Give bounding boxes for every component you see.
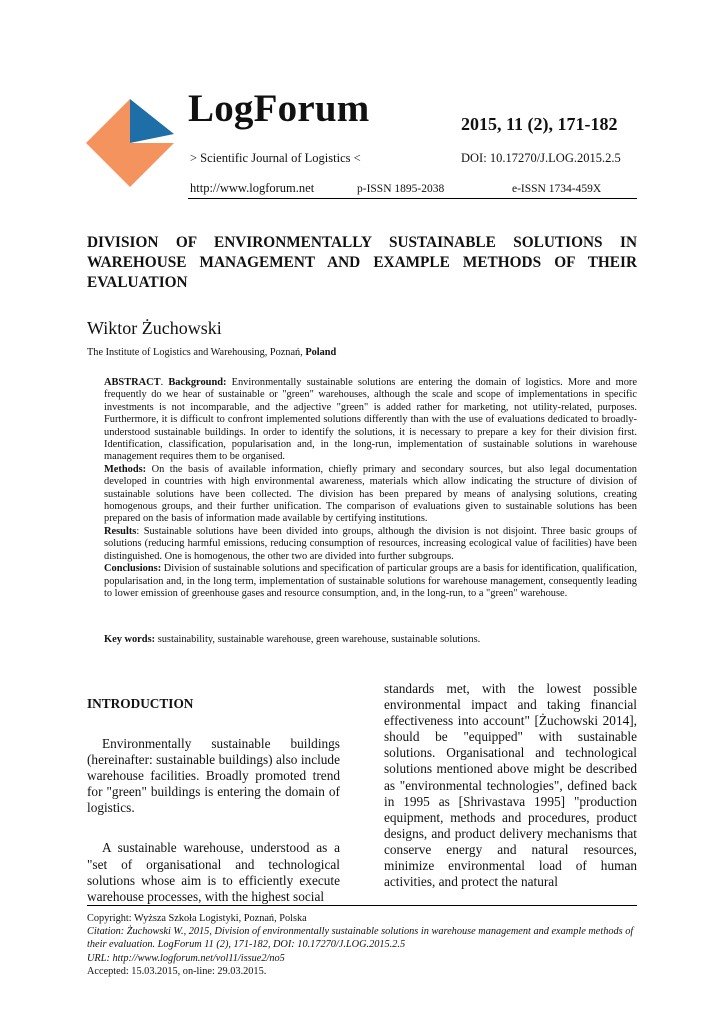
background-text: Environmentally sustainable solutions are entering the domain of logistics. More and more frequently do we hear of sustainable or "green" warehouses, although the scale and scope of implementations in specific investments is not incomparable, and the adjective "green" is added rather for marketing, not utility-related, purposes. Furthermore, it is difficult to confront implemented solutions differently than with the use of evaluations dedicated to broadly-understood sustainable buildings. In order to identify the solutions, it is necessary to prepare a key for their division first. Identification, classification, popularisation and, in the long-run, implementation of sustainable solutions in warehouse management requires them to be organised. <box>104 377 637 463</box>
left-column <box>87 696 340 905</box>
journal-subtitle: > Scientific Journal of Logistics < <box>190 151 361 165</box>
body-paragraph-3: standards met, with the lowest possible environmental impact and taking financial effectiveness into account" [Żuchowski 2014], should be "equipped" with sustainable solutions. Organisational and technological solutions mentioned above might be described as "environmental technologies", defined back in 1995 as [Shrivastava 1995] "production equipment, methods and procedures, product designs, and product delivery mechanisms that conserve energy and natural resources, minimize environmental load of human activities, and protect the natural <box>384 681 637 890</box>
article-url[interactable]: URL: http://www.logforum.net/vol11/issue2/no5 <box>87 952 285 964</box>
accepted-dates: Accepted: 15.03.2015, on-line: 29.03.2015. <box>87 965 267 977</box>
conclusions-label: Conclusions: <box>104 563 162 575</box>
background-label: Background: <box>168 377 227 388</box>
p-issn: p-ISSN 1895-2038 <box>357 183 445 195</box>
issue-info: 2015, 11 (2), 171-182 <box>461 114 618 134</box>
logo-blue <box>130 99 174 143</box>
affiliation <box>87 347 336 358</box>
logo-orange-right <box>130 143 174 187</box>
footer-divider <box>87 905 637 906</box>
abstract-results <box>104 526 637 563</box>
conclusions-text: Division of sustainable solutions and specification of particular groups are a basis for identification, qualification, popularisation and, in the long term, implementation of sustainable solutions for warehouse management, consequently leading to lower emission of greenhouse gases and resource consumption, and, in the long-run, to a "green" warehouse. <box>104 563 637 599</box>
methods-label: Methods: <box>104 463 147 475</box>
logo-orange-left <box>86 99 130 187</box>
journal-name: LogForum <box>188 87 370 130</box>
body-paragraph-1: Environmentally sustainable buildings (hereinafter: sustainable buildings) also include warehouse facilities. Broadly promoted trend for "green" buildings is entering the domain of logistics. <box>87 736 340 816</box>
abstract-background: ABSTRACT. Background: Environmentally sustainable solutions are entering the domain of logistics. More and more frequently do we hear of sustainable or "green" warehouses, although the scale and scope of implementations in specific investments is not incomparable, and the adjective "green" is added rather for marketing, not utility-related, purposes. Furthermore, it is difficult to confront implemented solutions differently than with the use of evaluations dedicated to broadly-understood sustainable buildings. In order to identify the solutions, it is necessary to prepare a key for their division first. Identification, classification, popularisation and, in the long-run, implementation of sustainable solutions in warehouse management requires them to be organised. <box>104 377 637 463</box>
abstract <box>104 377 637 600</box>
keywords-text: sustainability, sustainable warehouse, green warehouse, sustainable solutions. <box>155 634 481 645</box>
article-title: DIVISION OF ENVIRONMENTALLY SUSTAINABLE SOLUTIONS IN WAREHOUSE MANAGEMENT AND EXAMPLE METHODS OF THEIR EVALUATION <box>87 234 637 291</box>
affiliation-country: Poland <box>305 347 337 358</box>
logforum-logo <box>86 99 174 187</box>
keywords-label: Key words: <box>104 634 156 645</box>
affiliation-text: The Institute of Logistics and Warehousing, Poznań, <box>87 347 306 358</box>
abstract-methods <box>104 464 637 526</box>
body-paragraph-2: A sustainable warehouse, understood as a "set of organisational and technological solutions whose aim is to efficiently execute warehouse processes, with the highest social <box>87 840 340 904</box>
e-issn: e-ISSN 1734-459X <box>512 183 602 195</box>
citation: Citation: Żuchowski W., 2015, Division of environmentally sustainable solutions in warehouse management and example methods of their evaluation. LogForum 11 (2), 171-182, DOI: 10.17270/J.LOG.2015.2.5 <box>87 926 634 951</box>
author-name: Wiktor Żuchowski <box>87 318 222 338</box>
copyright: Copyright: Wyższa Szkoła Logistyki, Poznań, Polska <box>87 913 307 924</box>
footer <box>87 912 642 978</box>
abstract-label: ABSTRACT <box>104 377 161 388</box>
section-heading-introduction: INTRODUCTION <box>87 696 194 711</box>
methods-text: On the basis of available information, chiefly primary and secondary sources, but also legal documentation developed in countries with high environmental awareness, materials which allow indicating the structure of division of sustainable solutions have been collected. The division has been prepared by means of analysing solutions, creating homogenous groups, and their further unification. The comparison of evaluations given to sustainable solutions has been prepared on the basis of information made available by certifying institutions. <box>104 463 637 525</box>
header-divider <box>188 198 637 199</box>
keywords <box>104 634 637 645</box>
results-label: Results <box>104 525 137 537</box>
abstract-conclusions <box>104 563 637 600</box>
doi: DOI: 10.17270/J.LOG.2015.2.5 <box>461 151 621 165</box>
journal-url[interactable]: http://www.logforum.net <box>190 181 315 195</box>
right-column <box>384 681 637 890</box>
results-text: : Sustainable solutions have been divided into groups, although the division is not disjoint. Three basic groups of solutions (reducing harmful emissions, reducing consumption of resources, increasing ecological value of facilities) have been distinguished. One is homogenous, the other two are divided into further subgroups. <box>104 525 637 562</box>
